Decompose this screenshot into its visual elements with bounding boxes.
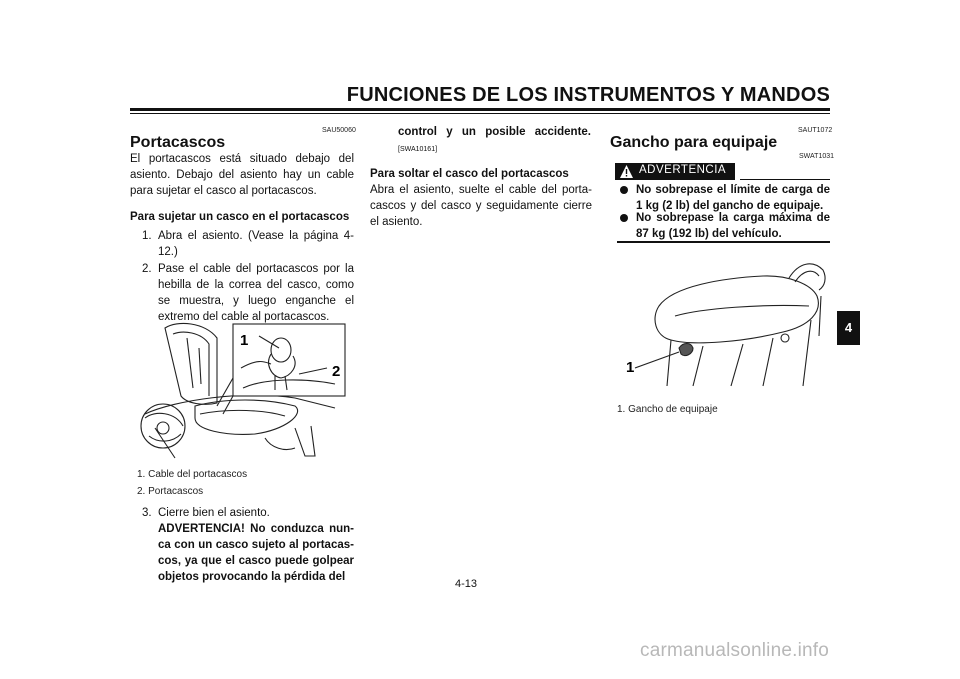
step-3-warning: ADVERTENCIA! No conduzca nunca con un casco sujeto al portacascos, ya que el casco puede golpear objetos provocando la pérdida del bbox=[158, 523, 354, 583]
step-1-text: Abra el asiento. (Vease la página 4-12.) bbox=[158, 230, 354, 258]
section-code-gancho: SAUT1072 bbox=[798, 127, 833, 134]
subheading-release: Para soltar el casco del portacascos bbox=[370, 168, 569, 180]
warning-end-rule bbox=[617, 241, 830, 243]
figure-label-1: 1 bbox=[240, 332, 249, 349]
warning-underline bbox=[740, 179, 830, 180]
warning-code: [SWA10161] bbox=[398, 146, 438, 153]
warning-bullet-2 bbox=[620, 210, 830, 242]
subheading-attach: Para sujetar un casco en el portacascos bbox=[130, 211, 350, 223]
section-title-portacascos: Portacascos bbox=[130, 134, 226, 151]
warning-code-gancho: SWAT1031 bbox=[799, 153, 835, 160]
section-code: SAU50060 bbox=[322, 127, 356, 134]
warning-continuation bbox=[398, 124, 591, 158]
helmet-holder-illustration bbox=[135, 318, 357, 466]
page-header-title: FUNCIONES DE LOS INSTRUMENTOS Y MANDOS bbox=[346, 84, 830, 106]
step-1 bbox=[142, 228, 354, 260]
release-paragraph: Abra el asiento, suelte el cable del portacascos y del casco y seguidamente cierre el asiento. bbox=[370, 184, 592, 228]
warning-continuation-text: control y un posible accidente. bbox=[398, 126, 591, 138]
step-3 bbox=[142, 505, 354, 585]
caption-cable: 1. Cable del portacascos bbox=[137, 469, 248, 480]
step-1-number: 1. bbox=[142, 230, 152, 242]
warning-bullet-1-text: No sobrepase el límite de carga de 1 kg (2 lb) del gancho de equipaje. bbox=[636, 184, 830, 212]
caption-gancho: 1. Gancho de equipaje bbox=[617, 404, 718, 415]
step-2-text: Pase el cable del portacascos por la hebilla de la correa del casco, como se muestra, y luego enganche el extremo del cable al portacascos. bbox=[158, 263, 354, 323]
luggage-hook-illustration bbox=[613, 256, 833, 396]
figure-label-hook: 1 bbox=[626, 359, 635, 376]
warning-banner bbox=[615, 163, 735, 180]
warning-triangle-icon bbox=[619, 164, 634, 179]
step-2-number: 2. bbox=[142, 263, 152, 275]
step-2 bbox=[142, 261, 354, 325]
intro-paragraph: El portacascos está situado debajo del asiento. Debajo del asiento hay un cable para sujetar el casco al portacascos. bbox=[130, 153, 354, 197]
step-3-text: Cierre bien el asiento. bbox=[158, 507, 270, 519]
header-rule bbox=[130, 108, 830, 111]
bullet-icon bbox=[620, 186, 628, 194]
warning-label: ADVERTENCIA bbox=[639, 164, 727, 176]
section-title-gancho: Gancho para equipaje bbox=[610, 134, 778, 151]
figure-label-2: 2 bbox=[332, 363, 341, 380]
bullet-icon bbox=[620, 214, 628, 222]
chapter-tab: 4 bbox=[837, 311, 860, 345]
warning-bullet-2-text: No sobrepase la carga máxima de 87 kg (192 lb) del vehículo. bbox=[636, 212, 830, 240]
watermark: carmanualsonline.info bbox=[640, 640, 830, 661]
header-rule-thin bbox=[130, 113, 830, 114]
caption-portacascos: 2. Portacascos bbox=[137, 486, 204, 497]
page-number: 4-13 bbox=[455, 578, 478, 590]
step-3-number: 3. bbox=[142, 507, 152, 519]
